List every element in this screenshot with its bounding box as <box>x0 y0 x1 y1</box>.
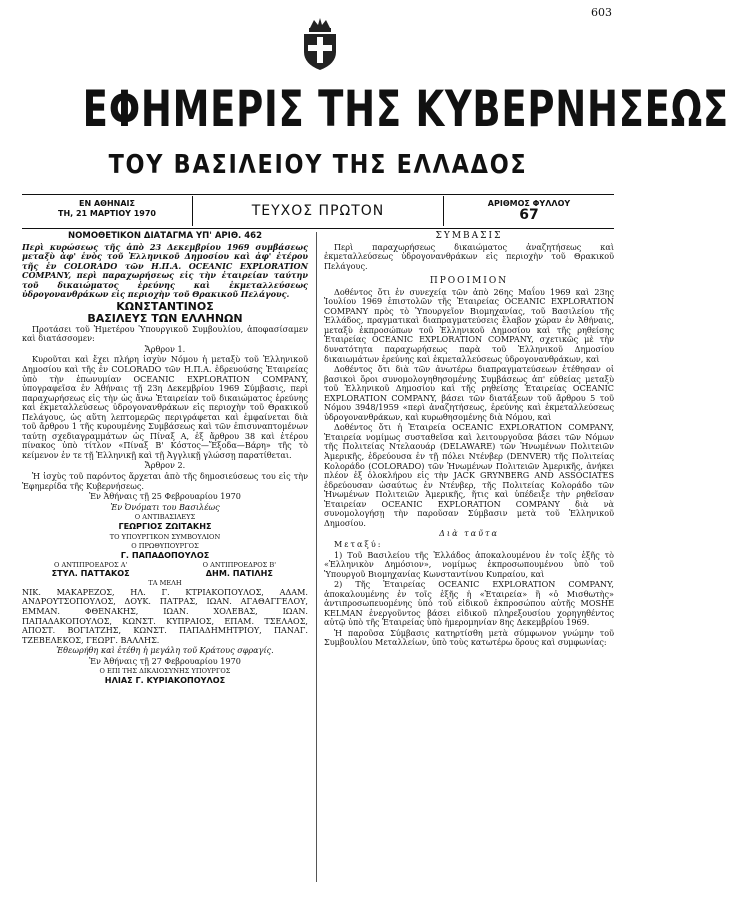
masthead-top-rule <box>22 194 614 195</box>
column-divider <box>316 232 317 882</box>
signing-date: Ἐν Ἀθήναις τῇ 25 Φεβρουαρίου 1970 <box>89 491 241 502</box>
king-title: ΒΑΣΙΛΕΥΣ ΤΩΝ ΕΛΛΗΝΩΝ <box>87 311 243 325</box>
vp2-name: ΔΗΜ. ΠΑΤΙΛΗΣ <box>205 568 273 579</box>
masthead-sheet <box>444 196 614 226</box>
vp1-title: Ο ΑΝΤΙΠΡΟΕΔΡΟΣ Α' <box>53 561 128 570</box>
preamble-p3: Δοθέντος ὅτι ἡ Ἑταιρεία OCEANIC EXPLORATION COMPANY, Ἑταιρεία νομίμως συσταθεῖσα καὶ λειτουργοῦσα βάσει τῶν Νόμων τῆς Πολιτείας Ντελαουάρ (DELAWARE) τῶν Ἡνωμένων Πολιτειῶν Ἀμερικῆς, ἑδρεύουσα ἐν τῇ πόλει Ντένβερ (DENVER) τῆς Πολιτείας Κολοράδο (COLORADO) τῶν Ἡνωμένων Πολιτειῶν Ἀμερικῆς, ἀνήκει πλέον ἐξ ὁλοκλήρου εἰς τὴν JACK GRYNBERG AND ASSOCIATES ἑδρεύουσαν ὡσαύτως ἐν Ντένβερ, τῆς Πολιτείας Κολοράδο τῶν Ἡνωμένων Πολιτειῶν Ἀμερικῆς, ἥτις καὶ ὑπέδειξε τὴν ρηθεῖσαν Ἑταιρείαν OCEANIC EXPLORATION COMPANY διὰ νὰ συνομολογήσῃ τὴν παροῦσαν Σύμβασιν μετὰ τοῦ Ἑλληνικοῦ Δημοσίου. <box>324 422 614 528</box>
masthead-place-date <box>22 196 193 226</box>
left-column <box>22 232 308 687</box>
proposal-text: Προτάσει τοῦ Ἡμετέρου Ὑπουργικοῦ Συμβουλίου, ἀποφασίσαμεν καὶ διατάσσομεν: <box>22 323 308 344</box>
pm-name: Γ. ΠΑΠΑΔΟΠΟΥΛΟΣ <box>120 549 210 560</box>
party-1: 1) Τοῦ Βασιλείου τῆς Ἑλλάδος ἀποκαλουμένου ἐν τοῖς ἑξῆς τὸ «Ἑλληνικὸν Δημόσιον», νομίμως ἐκπροσωπουμένου ὑπὸ τοῦ Ὑπουργοῦ Βιομηχανίας Κωνσταντίνου Κυπραίου, καὶ <box>324 549 614 579</box>
regent-name: ΓΕΩΡΓΙΟΣ ΖΩΙΤΑΚΗΣ <box>118 521 212 532</box>
place: ΕΝ ΑΘΗΝΑΙΣ <box>79 199 135 208</box>
article2-heading: Ἄρθρον 2. <box>144 460 186 471</box>
contract-heading: ΣΥΜΒΑΣΙΣ <box>435 231 503 241</box>
article1-heading: Ἄρθρον 1. <box>144 343 186 354</box>
article2-text: Ἡ ἰσχὺς τοῦ παρόντος ἄρχεται ἀπὸ τῆς δημοσιεύσεως του εἰς τὴν Ἐφημερίδα τῆς Κυβερνήσεως. <box>22 471 308 491</box>
issue-series: ΤΕΥΧΟΣ ΠΡΩΤΟΝ <box>193 196 444 226</box>
justice-minister-title: Ο ΕΠΙ ΤΗΣ ΔΙΚΑΙΟΣΥΝΗΣ ΥΠΟΥΡΓΟΣ <box>99 667 231 676</box>
party-2: 2) Τῆς Ἑταιρείας OCEANIC EXPLORATION COMPANY, ἀποκαλουμένης ἐν τοῖς ἑξῆς ἡ «Ἑταιρεία» ἢ «ὁ Μισθωτὴς» ἀντιπροσωπευομένης ὑπὸ τοῦ εἰδικοῦ ἐκπροσώπου αὐτῆς MOSHE KELMAN ἐνεργοῦντος βάσει εἰδικοῦ πληρεξουσίου χορηγηθέντος αὐτῷ ὑπὸ τῆς Ἑταιρείας ὑπὸ ἡμερομηνίαν 8ης Δεκεμβρίου 1969. <box>324 579 614 628</box>
royal-crest-icon <box>296 14 344 74</box>
contract-subject: Περὶ παραχωρήσεως δικαιώματος ἀναζητήσεως καὶ ἐκμεταλλεύσεως ὑδρογονανθράκων εἰς περιοχὴν τοῦ Θρακικοῦ Πελάγους. <box>324 241 614 271</box>
council-title: ΤΟ ΥΠΟΥΡΓΙΚΟΝ ΣΥΜΒΟΥΛΙΟΝ <box>109 532 221 541</box>
preamble-p1: Δοθέντος ὅτι ἐν συνεχείᾳ τῶν ἀπὸ 26ης Μαΐου 1969 καὶ 23ης Ἰουλίου 1969 ἐπιστολῶν τῆς Ἑταιρείας OCEANIC EXPLORATION COMPANY πρὸς τὸ Ὑπουργεῖον Βιομηχανίας, τοῦ Βασιλείου τῆς Ἑλλάδος, πραγματικαὶ διαπραγματεύσεις ἔλαβον χώραν ἐν Ἀθήναις, μεταξὺ ἐκπροσώπων τοῦ Ἑλληνικοῦ Δημοσίου καὶ τῆς ρηθείσης Ἑταιρείας OCEANIC EXPLORATION COMPANY, σχετικῶς μὲ τὴν δυνατότητα παραχωρήσεως παρὰ τοῦ Ἑλληνικοῦ Δημοσίου δικαιωμάτων ἐρεύνης καὶ ἐκμεταλλεύσεως ὑδρογονανθράκων, καὶ <box>324 286 614 364</box>
vp2-title: Ο ΑΝΤΙΠΡΟΕΔΡΟΣ Β' <box>202 561 277 570</box>
decree-intro: Περὶ κυρώσεως τῆς ἀπὸ 23 Δεκεμβρίου 1969 συμβάσεως μεταξὺ ἀφ' ἑνὸς τοῦ Ἑλληνικοῦ Δημοσίου καὶ ἀφ' ἑτέρου τῆς ἐν COLORADO τῶν Η.Π.Α. OCEANIC EXPLORATION COMPANY, περὶ παραχωρήσεως εἰς τὴν ἑταιρείαν ταύτην τοῦ δικαιώματος ἐρεύνης καὶ ἐκμεταλλεύσεως ὑδρογονανθράκων εἰς περιοχὴν τοῦ Θρακικοῦ Πελάγους. <box>22 241 308 300</box>
masthead-bottom-rule <box>22 228 614 229</box>
between-heading: Μεταξύ: <box>334 538 383 549</box>
vp1-name: ΣΤΥΛ. ΠΑΤΤΑΚΟΣ <box>51 568 130 579</box>
king-name: ΚΩΝΣΤΑΝΤΙΝΟΣ <box>116 299 214 313</box>
decree-title: ΝΟΜΟΘΕΤΙΚΟΝ ΔΙΑΤΑΓΜΑ ΥΠ' ΑΡΙΘ. 462 <box>68 231 262 241</box>
right-column <box>324 232 614 649</box>
preamble-p2: Δοθέντος ὅτι διὰ τῶν ἀνωτέρω διαπραγματεύσεων ἐτέθησαν οἱ βασικοὶ ὅροι συνομολογηθησομένης Συμβάσεως ἀπ' εὐθείας μεταξὺ τοῦ Ἑλληνικοῦ Δημοσίου καὶ τῆς ρηθείσης Ἑταιρείας OCEANIC EXPLORATION COMPANY, βάσει τῶν διατάξεων τοῦ ἄρθρου 5 τοῦ Νόμου 3948/1959 «περὶ ἀναζητήσεως, ἐρεύνης καὶ ἐκμεταλλεύσεως ὑδρογονανθράκων, καὶ κυρωθησομένης διὰ Νόμου, καὶ <box>324 364 614 422</box>
closing-statement: Ἡ παροῦσα Σύμβασις κατηρτίσθη μετὰ σύμφωνον γνώμην τοῦ Συμβουλίου Μεταλλείων, ὑπὸ τοὺς κατωτέρω ὅρους καὶ συμφωνίας: <box>324 627 614 648</box>
vice-presidents <box>22 561 308 579</box>
page-number: 603 <box>591 6 612 19</box>
masthead <box>22 196 614 226</box>
pm-title: Ο ΠΡΩΘΥΠΟΥΡΓΟΣ <box>131 541 199 550</box>
sheet-label: ΑΡΙΘΜΟΣ ΦΥΛΛΟΥ <box>487 199 571 208</box>
seal-statement: Ἐθεωρήθη καὶ ἐτέθη ἡ μεγάλη τοῦ Κράτους σφραγίς. <box>56 645 274 656</box>
seal-date: Ἐν Ἀθήναις τῇ 27 Φεβρουαρίου 1970 <box>89 655 241 666</box>
on-behalf-of-king: Ἐν Ὀνόματι του Βασιλέως <box>110 501 220 512</box>
gazette-subtitle: ΤΟΥ ΒΑΣΙΛΕΙΟΥ ΤΗΣ ΕΛΛΑΔΟΣ <box>108 150 528 180</box>
justice-minister-name: ΗΛΙΑΣ Γ. ΚΥΡΙΑΚΟΠΟΥΛΟΣ <box>104 675 226 686</box>
preamble-heading: ΠΡΟΟΙΜΙΟΝ <box>429 276 509 287</box>
members-list: ΝΙΚ. ΜΑΚΑΡΕΖΟΣ, ΗΛ. Γ. ΚΤΡΙΑΚΟΠΟΥΛΟΣ, ΑΔΑΜ. ΑΝΔΡΟΥΤΣΟΠΟΥΛΟΣ, ΔΟΥΚ. ΠΑΤΡΑΣ, ΙΩΑΝ. ΑΓΑΘΑΓΓΕΛΟΥ, ΕΜΜΑΝ. ΦΘΕΝΑΚΗΣ, ΙΩΑΝ. ΧΟΛΕΒΑΣ, ΙΩΑΝ. ΠΑΠΑΔΑΚΟΠΟΥΛΟΣ, ΚΩΝΣΤ. ΚΥΠΡΑΙΟΣ, ΕΠΑΜ. ΤΣΕΛΑΟΣ, ΑΠΟΣΤ. ΒΟΓΙΑΤΖΗΣ, ΚΩΝΣΤ. ΠΑΠΑΔΗΜΗΤΡΙΟΥ, ΠΑΝΑΓ. ΤΖΕΒΕΛΕΚΟΣ, ΓΕΩΡΓ. ΒΑΛΛΗΣ. <box>22 586 308 645</box>
therefore-heading: Διὰ ταῦτα <box>439 528 499 539</box>
issue-date: ΤΗ, 21 ΜΑΡΤΙΟΥ 1970 <box>58 209 156 218</box>
members-heading: ΤΑ ΜΕΛΗ <box>148 578 182 587</box>
sheet-number: 67 <box>519 207 539 223</box>
article1-text: Κυροῦται καὶ ἔχει πλήρη ἰσχὺν Νόμου ἡ μεταξὺ τοῦ Ἑλληνικοῦ Δημοσίου καὶ τῆς ἐν COLORADO τῶν Η.Π.Α. ἑδρευούσης Ἑταιρείας ὑπὸ τὴν ἐπωνυμίαν OCEANIC EXPLORATION COMPANY, ὑπογραφεῖσα ἐν Ἀθήναις τῇ 23η Δεκεμβρίου 1969 Σύμβασις, περὶ παραχωρήσεως εἰς τὴν ὡς ἄνω Ἑταιρείαν τοῦ δικαιώματος ἐρεύνης καὶ ἐκμεταλλεύσεως ὑδρογονανθράκων εἰς περιοχὴν τοῦ Θρακικοῦ Πελάγους, ὡς αὕτη λεπτομερῶς περιγράφεται καὶ ἐμφαίνεται διὰ τοῦ ἄρθρου 1 τῆς κυρουμένης Συμβάσεως καὶ τῶν ἐπισυναπτομένων ταύτῃ σχεδιαγραμμάτων ὡς Πίναξ Α, ἐξ ἄρθρου 38 καὶ ἑτέρου πίνακος ὑπὸ τίτλον «Πίναξ Β' Κόστος—Ἔξοδα—Βάρη» τῆς τὸ κείμενον ἐν τε τῇ Ἑλληνικῇ καὶ τῇ Ἀγγλικῇ γλώσσῃ παρατίθεται. <box>22 354 308 460</box>
regent-title: Ο ΑΝΤΙΒΑΣΙΛΕΥΣ <box>134 513 196 522</box>
gazette-title: ΕΦΗΜΕΡΙΣ ΤΗΣ ΚΥΒΕΡΝΗΣΕΩΣ <box>82 80 729 138</box>
